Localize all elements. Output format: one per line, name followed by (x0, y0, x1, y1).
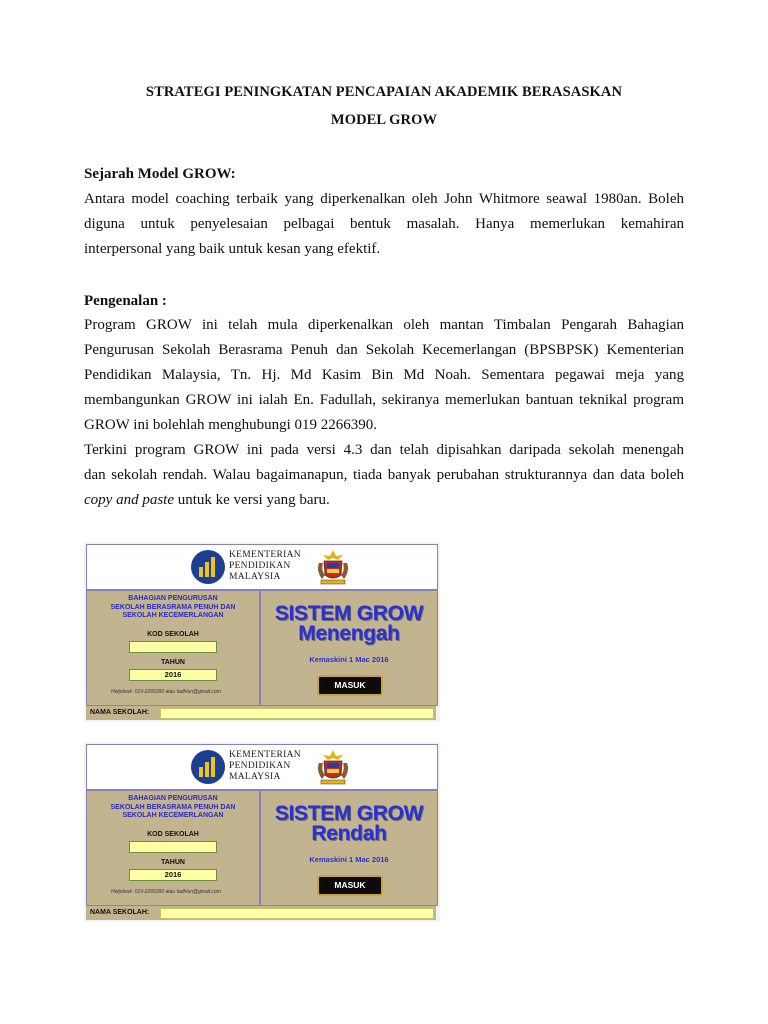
kpm-line: KEMENTERIAN (229, 750, 301, 760)
pengenalan-last-line (84, 488, 684, 513)
sistem-grow-title: SISTEM GROW (274, 802, 424, 825)
nama-sekolah-row (86, 906, 436, 920)
bahagian-line: BAHAGIAN PENGURUSAN (128, 795, 218, 802)
nama-sekolah-label: NAMA SEKOLAH: (90, 709, 150, 716)
malaysia-crest-icon (313, 749, 353, 787)
kpm-line: PENDIDIKAN (229, 561, 291, 571)
helpdesk-text: Helpdesk: 019-2266390 atau fadhlun@gmail.com (111, 689, 221, 695)
malaysia-crest-icon (313, 549, 353, 587)
kpm-name (229, 750, 301, 783)
last-line-rest: untuk ke versi yang baru. (173, 492, 330, 508)
sejarah-line: diguna untuk penyelesaian pelbagai bentuk masalah. Hanya memerlukan kemahiran (84, 216, 684, 232)
kod-sekolah-label: KOD SEKOLAH (147, 831, 199, 838)
pengenalan-line: Program GROW ini telah mula diperkenalkan oleh mantan Timbalan Pengarah Bahagian (84, 317, 684, 333)
sejarah-line: Antara model coaching terbaik yang diperkenalkan oleh John Whitmore seawal 1980an. Boleh (84, 191, 684, 207)
kpm-name (229, 550, 301, 583)
masuk-button[interactable]: MASUK (317, 675, 383, 696)
document-title-line2: MODEL GROW (330, 112, 438, 128)
pengenalan-line: GROW ini bolehlah menghubungi 019 2266390. (84, 417, 378, 433)
pengenalan-line: Pendidikan Malaysia, Tn. Hj. Md Kasim Bin Md Noah. Sementara pegawai meja yang (84, 367, 684, 383)
pengenalan-heading: Pengenalan : (84, 293, 167, 309)
bahagian-line: SEKOLAH KECEMERLANGAN (122, 612, 224, 619)
sistem-level-title: Rendah (311, 822, 387, 845)
masuk-button[interactable]: MASUK (317, 875, 383, 896)
nama-sekolah-input[interactable] (160, 708, 434, 719)
tahun-input[interactable]: 2016 (129, 869, 217, 881)
grow-menengah-screenshot (84, 542, 440, 722)
panel-header (86, 544, 438, 590)
login-form-pane (86, 590, 260, 706)
pengenalan-line: dan sekolah rendah. Walau bagaimanapun, tiada banyak perubahan strukturannya dan data boleh (84, 467, 684, 483)
sejarah-heading: Sejarah Model GROW: (84, 166, 236, 182)
pengenalan-line: membangunkan GROW ini ialah En. Fadullah, sekiranya memerlukan bantuan teknikal program (84, 392, 684, 408)
document-title-line1: STRATEGI PENINGKATAN PENCAPAIAN AKADEMIK BERASASKAN (145, 84, 623, 100)
kod-sekolah-label: KOD SEKOLAH (147, 631, 199, 638)
nama-sekolah-input[interactable] (160, 908, 434, 919)
pengenalan-paragraph (84, 313, 684, 513)
bahagian-title (87, 795, 259, 821)
kod-sekolah-input[interactable] (129, 641, 217, 653)
tahun-input[interactable]: 2016 (129, 669, 217, 681)
tahun-label: TAHUN (161, 859, 185, 866)
login-form-pane (86, 790, 260, 906)
tahun-label: TAHUN (161, 659, 185, 666)
system-title-pane (260, 590, 438, 706)
kpm-logo-bars-icon (199, 757, 219, 777)
sistem-level-title: Menengah (298, 622, 400, 645)
kpm-line: KEMENTERIAN (229, 550, 301, 560)
bahagian-line: BAHAGIAN PENGURUSAN (128, 595, 218, 602)
bahagian-title (87, 595, 259, 621)
bahagian-line: SEKOLAH BERASRAMA PENUH DAN (110, 803, 236, 811)
kemaskini-date: Kemaskini 1 Mac 2016 (309, 855, 389, 864)
helpdesk-text: Helpdesk: 019-2266390 atau fadhlun@gmail.com (111, 889, 221, 895)
kemaskini-date: Kemaskini 1 Mac 2016 (309, 655, 389, 664)
system-title-pane (260, 790, 438, 906)
kpm-line: MALAYSIA (229, 572, 281, 582)
sejarah-paragraph (84, 187, 684, 262)
kod-sekolah-input[interactable] (129, 841, 217, 853)
kpm-logo-bars-icon (199, 557, 219, 577)
nama-sekolah-row (86, 706, 436, 720)
pengenalan-line: Pengurusan Sekolah Berasrama Penuh dan Sekolah Kecemerlangan (BPSBPSK) Kementerian (84, 342, 684, 358)
sistem-grow-title: SISTEM GROW (274, 602, 424, 625)
nama-sekolah-label: NAMA SEKOLAH: (90, 909, 150, 916)
panel-header (86, 744, 438, 790)
grow-rendah-screenshot (84, 742, 440, 922)
sejarah-line: interpersonal yang baik untuk kesan yang efektif. (84, 241, 381, 257)
copy-paste-italic: copy and paste (84, 492, 174, 508)
bahagian-line: SEKOLAH KECEMERLANGAN (122, 812, 224, 819)
pengenalan-line: Terkini program GROW ini pada versi 4.3 dan telah dipisahkan daripada sekolah menengah (84, 442, 684, 458)
kpm-line: MALAYSIA (229, 772, 281, 782)
kpm-line: PENDIDIKAN (229, 761, 291, 771)
bahagian-line: SEKOLAH BERASRAMA PENUH DAN (110, 603, 236, 611)
